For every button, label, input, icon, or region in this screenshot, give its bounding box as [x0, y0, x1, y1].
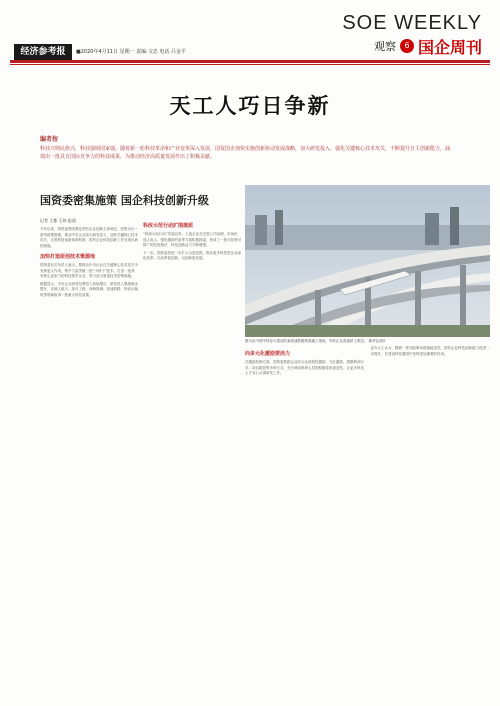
subheading: 加快打造原创技术策源地	[40, 254, 96, 260]
header-rule	[10, 60, 490, 63]
article-column-4	[371, 346, 491, 379]
paragraph: 下一步，国资委将进一步扩大示范范围，推动更多科技型企业深化改革，以改革促创新，以创新促发展。	[143, 250, 241, 260]
railway-bridge-image	[245, 185, 490, 337]
editor-note-tag: 编者按	[40, 136, 59, 143]
article-column-3	[245, 346, 365, 379]
subheading: 向多元化激励要活力	[245, 351, 291, 357]
brand-title: SOE WEEKLY	[342, 12, 482, 34]
article-lower-columns	[245, 346, 490, 379]
paragraph: 国资委有关负责人表示，要推动中央企业在关键核心技术攻关中发挥更大作用，集中力量突破一批“卡脖子”技术，打造一批具有核心竞争力的科技领军企业，努力成为原创技术的策源地。	[40, 263, 138, 278]
page-number: 6	[400, 39, 414, 53]
section-header	[374, 36, 482, 56]
editor-note	[40, 134, 450, 161]
byline: 记者 王都 王炜 报道	[40, 218, 76, 223]
article-column-2	[143, 218, 241, 264]
paragraph: 数据显示，中央企业研发经费投入持续增长，研发投入强度稳步提升，在载人航天、探月工程、深海探测、高速铁路、特高压输电等领域取得一批重大科技成果。	[40, 281, 138, 297]
editor-note-text: 科技兴则民族兴，科技强则国家强。随着新一轮科技革命和产业变革深入发展，国资国企加快实施创新驱动发展战略，加大研发投入，强化关键核心技术攻关，不断提升自主创新能力，涌现出一批具有国际竞争力的科技成果，为推动经济高质量发展作出了积极贡献。	[40, 146, 451, 160]
masthead	[10, 8, 490, 66]
news-photo	[245, 185, 490, 337]
paragraph: 业内人士认为，随着一系列政策举措落地见效，国有企业科技创新能力将进一步提升，在建设科技强国中发挥更加重要的作用。	[370, 346, 490, 356]
weekly-title: 国企周刊	[417, 37, 482, 57]
main-headline: 天工人巧日争新	[169, 94, 331, 118]
issue-line: ■2020年4月11日 星期一 责编:文忠 电话 吕金平	[76, 49, 187, 55]
subheading: 科改示范行动扩围提质	[143, 223, 194, 229]
photo-caption: 图为由中国中铁参与建设的某高速铁路桥梁施工现场，列车正从高架桥上驶过。 新华社照片	[245, 339, 387, 343]
paragraph: 在激励机制方面，国资委鼓励企业综合运用股权激励、分红激励、超额利润分享、项目跟投等多种方式，充分调动科研人员的积极性和创造性，让更多科技人才安心从事研发工作。	[245, 360, 364, 375]
paragraph: “科改示范行动”实施以来，入选企业在完善公司治理、市场化选人用人、强化激励约束等方面积极探索，形成了一批可复制可推广的经验做法，科技创新活力不断增强。	[143, 232, 241, 247]
paragraph: 今年以来，国资委围绕强化国有企业创新主体地位，密集出台一系列政策措施，推动中央企业加大研发投入、加快关键核心技术攻关、完善科技创新体制机制，国有企业科技创新工作呈现出新的面貌。	[40, 227, 138, 248]
article-column-1	[40, 218, 138, 300]
article-title: 国资委密集施策 国企科技创新升级	[40, 194, 209, 207]
header-rule-thin	[10, 64, 490, 65]
section-kind: 观察	[373, 40, 396, 53]
newspaper-logo: 经济参考报	[14, 44, 72, 60]
